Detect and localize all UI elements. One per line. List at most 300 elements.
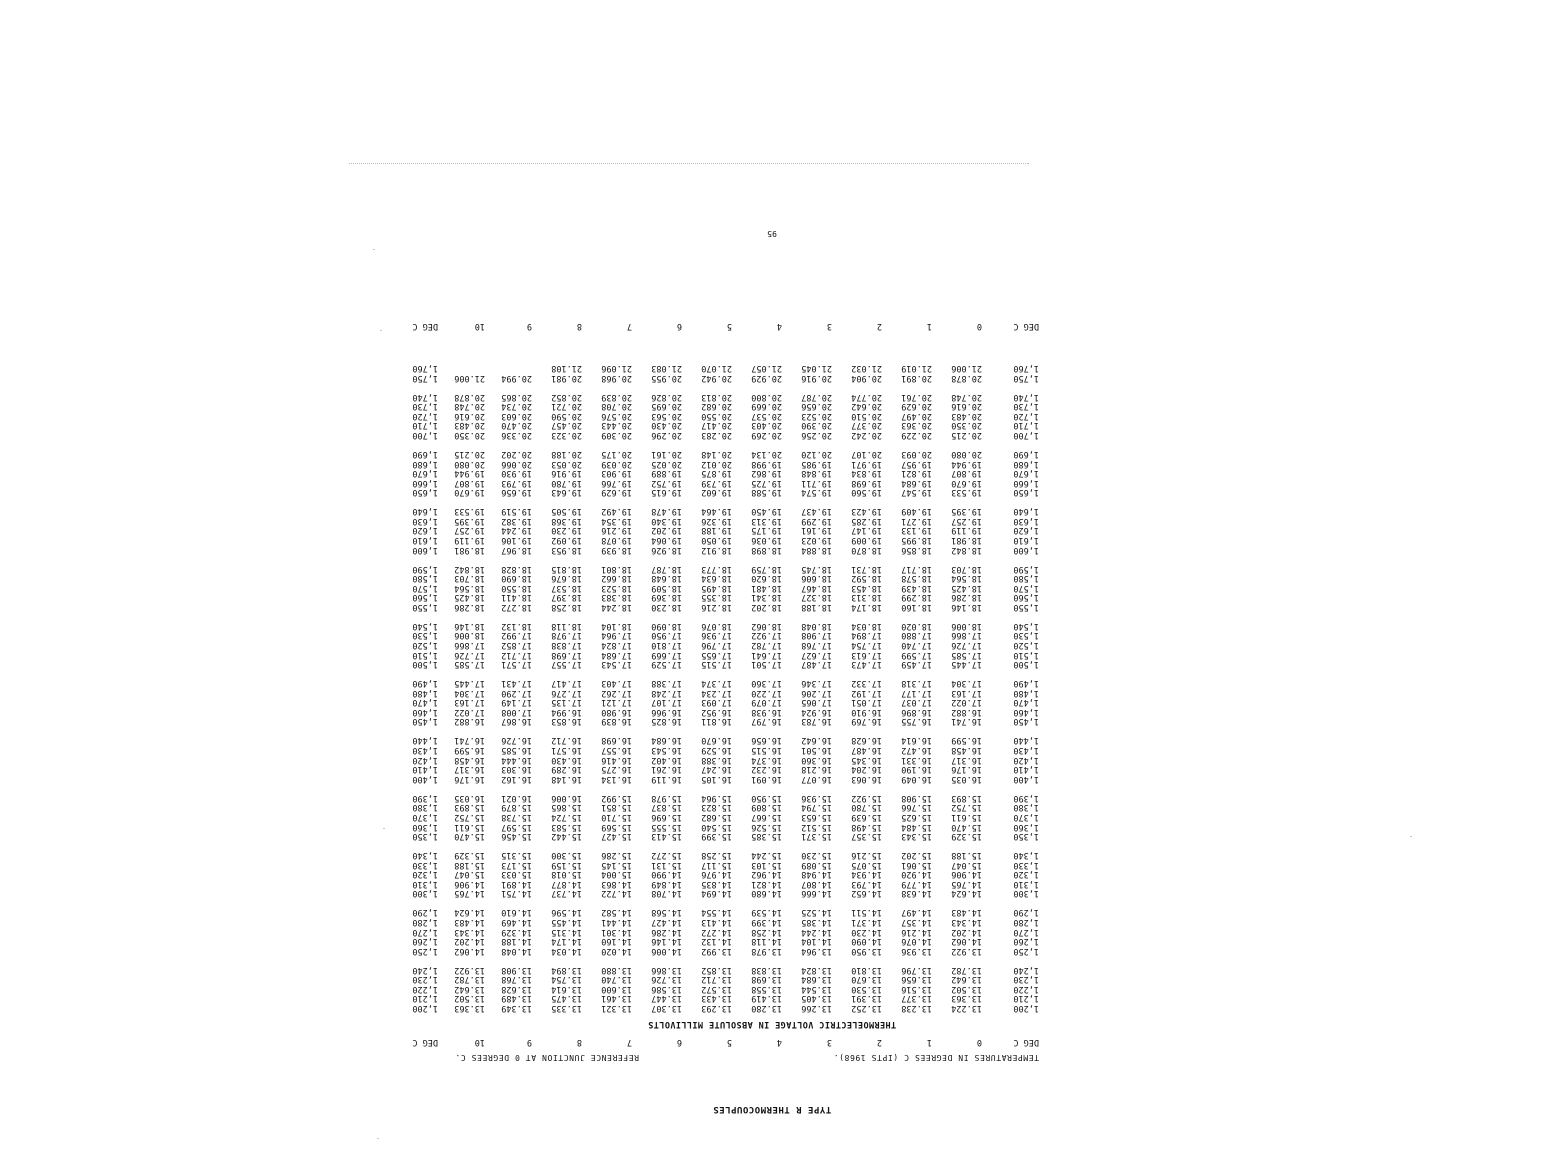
voltage-cell: 18.397 <box>551 592 582 603</box>
voltage-cell: 20.256 <box>801 430 832 440</box>
voltage-cell: 21.006 <box>951 363 982 374</box>
voltage-cell: 20.537 <box>751 410 782 421</box>
voltage-cell: 1,200 <box>412 1003 438 1013</box>
voltage-cell: 15.230 <box>801 850 832 861</box>
row-temperature-label: 13.782 <box>454 974 485 985</box>
voltage-cell: 16.430 <box>551 754 582 765</box>
voltage-cell: 16.444 <box>501 754 532 765</box>
voltage-cell: 20.669 <box>751 401 782 412</box>
voltage-cell: 17.613 <box>851 649 882 660</box>
voltage-cell: 20.403 <box>751 420 782 431</box>
voltage-cell: 20.603 <box>501 410 532 421</box>
row-group <box>0 561 1544 611</box>
voltage-cell: 17.964 <box>601 630 632 641</box>
row-temperature-label: 1,350 <box>1013 831 1039 842</box>
voltage-cell: 13.544 <box>801 983 832 994</box>
voltage-cell: 19.766 <box>601 477 632 488</box>
voltage-cell: 15.033 <box>501 869 532 880</box>
voltage-cell: 17.037 <box>901 697 932 708</box>
voltage-cell: 20.629 <box>901 401 932 412</box>
voltage-cell: 14.582 <box>601 907 632 918</box>
voltage-cell: 1,470 <box>412 697 438 708</box>
row-temperature-label: 1,690 <box>1013 448 1039 459</box>
voltage-cell: 17.740 <box>901 640 932 651</box>
voltage-cell: 16.585 <box>501 745 532 756</box>
voltage-cell: 15.865 <box>551 802 582 813</box>
voltage-cell: 16.797 <box>751 716 782 727</box>
voltage-cell: 17.838 <box>551 640 582 651</box>
voltage-cell: 18.118 <box>551 620 582 631</box>
voltage-cell: 17.627 <box>801 649 832 660</box>
voltage-cell: 20.202 <box>501 448 532 459</box>
row-temperature-label: 1,320 <box>1013 869 1039 880</box>
voltage-cell: 21.096 <box>601 363 632 374</box>
voltage-cell: 16.924 <box>801 706 832 717</box>
voltage-cell: 14.497 <box>901 907 932 918</box>
header-col-5: 5 <box>726 1037 732 1047</box>
voltage-cell: 1,700 <box>412 430 438 440</box>
row-temperature-label: 1,600 <box>1013 544 1039 555</box>
row-temperature-label: 1,430 <box>1013 745 1039 756</box>
voltage-cell: 15.752 <box>951 802 982 813</box>
voltage-cell: 19.354 <box>601 515 632 526</box>
voltage-cell: 18.020 <box>901 620 932 631</box>
voltage-cell: 20.417 <box>701 420 732 431</box>
voltage-cell: 14.469 <box>501 916 532 927</box>
row-temperature-label: 15.470 <box>454 831 485 842</box>
voltage-cell: 18.550 <box>501 582 532 593</box>
voltage-cell: 1,650 <box>412 487 438 498</box>
row-temperature-label: 1,760 <box>1013 363 1039 374</box>
voltage-cell: 19.147 <box>851 525 882 536</box>
voltage-cell: 20.721 <box>551 401 582 412</box>
header-deg-c: DEG C <box>412 1037 438 1047</box>
scan-edge-dots <box>349 162 1029 164</box>
scan-speck <box>383 828 385 829</box>
voltage-cell: 17.022 <box>951 697 982 708</box>
voltage-cell: 19.437 <box>801 506 832 517</box>
row-temperature-label: 20.616 <box>454 410 485 421</box>
voltage-cell: 1,660 <box>412 477 438 488</box>
voltage-cell: 13.922 <box>951 945 982 956</box>
voltage-cell: 16.416 <box>601 754 632 765</box>
voltage-cell: 20.470 <box>501 420 532 431</box>
voltage-cell: 20.229 <box>901 430 932 440</box>
voltage-cell: 14.413 <box>701 916 732 927</box>
voltage-cell: 19.050 <box>701 535 732 546</box>
row-temperature-label: 1,390 <box>1013 792 1039 803</box>
row-temperature-label: 1,460 <box>1013 706 1039 717</box>
voltage-cell: 15.611 <box>951 811 982 822</box>
voltage-cell: 19.711 <box>801 477 832 488</box>
row-temperature-label: 18.703 <box>454 573 485 584</box>
voltage-cell: 20.955 <box>651 372 682 383</box>
row-temperature-label: 13.502 <box>454 993 485 1004</box>
voltage-cell: 17.388 <box>651 678 682 689</box>
voltage-cell: 18.953 <box>551 544 582 555</box>
row-temperature-label: 18.842 <box>454 563 485 574</box>
row-temperature-label: 1,300 <box>1013 888 1039 899</box>
voltage-cell: 14.286 <box>651 926 682 937</box>
voltage-cell: 13.740 <box>601 974 632 985</box>
header-col-4: 4 <box>776 321 782 331</box>
voltage-cell: 19.188 <box>701 525 732 536</box>
voltage-cell: 16.331 <box>901 754 932 765</box>
voltage-cell: 13.572 <box>701 983 732 994</box>
voltage-cell: 19.423 <box>851 506 882 517</box>
voltage-cell: 20.053 <box>551 458 582 469</box>
voltage-cell: 17.065 <box>801 697 832 708</box>
voltage-cell: 18.703 <box>951 563 982 574</box>
row-temperature-label: 1,230 <box>1013 974 1039 985</box>
voltage-cell: 21.108 <box>551 363 582 374</box>
voltage-cell: 14.441 <box>601 916 632 927</box>
voltage-cell: 17.754 <box>851 640 882 651</box>
voltage-cell: 15.583 <box>551 821 582 832</box>
voltage-cell: 18.495 <box>701 582 732 593</box>
row-temperature-label: 16.741 <box>454 735 485 746</box>
voltage-cell: 20.942 <box>701 372 732 383</box>
voltage-cell: 20.576 <box>601 410 632 421</box>
voltage-cell: 13.489 <box>501 993 532 1004</box>
voltage-cell: 18.523 <box>601 582 632 593</box>
voltage-cell: 15.738 <box>501 811 532 822</box>
row-temperature-label: 15.329 <box>454 850 485 861</box>
voltage-cell: 16.642 <box>801 735 832 746</box>
voltage-cell: 13.321 <box>601 1003 632 1013</box>
voltage-cell: 16.458 <box>951 745 982 756</box>
header-col-9: 9 <box>526 321 532 331</box>
voltage-cell: 1,610 <box>412 535 438 546</box>
voltage-cell: 1,510 <box>412 649 438 660</box>
voltage-cell: 19.505 <box>551 506 582 517</box>
voltage-cell: 14.596 <box>551 907 582 918</box>
voltage-cell: 20.682 <box>701 401 732 412</box>
voltage-cell: 18.132 <box>501 620 532 631</box>
row-temperature-label: 1,450 <box>1013 716 1039 727</box>
voltage-cell: 17.290 <box>501 687 532 698</box>
voltage-cell: 14.511 <box>851 907 882 918</box>
voltage-cell: 15.794 <box>801 802 832 813</box>
voltage-cell: 1,590 <box>412 563 438 574</box>
voltage-cell: 13.810 <box>851 964 882 975</box>
row-temperature-label: 1,250 <box>1013 945 1039 956</box>
voltage-cell: 16.261 <box>651 764 682 775</box>
voltage-cell: 16.769 <box>851 716 882 727</box>
voltage-cell: 15.202 <box>901 850 932 861</box>
voltage-cell: 20.800 <box>751 391 782 402</box>
row-temperature-label: 1,280 <box>1013 916 1039 927</box>
voltage-cell: 20.929 <box>751 372 782 383</box>
voltage-cell: 17.121 <box>601 697 632 708</box>
voltage-cell: 1,550 <box>412 601 438 612</box>
header-col-4: 4 <box>776 1037 782 1047</box>
voltage-cell: 19.670 <box>951 477 982 488</box>
voltage-cell: 15.597 <box>501 821 532 832</box>
voltage-cell: 19.780 <box>551 477 582 488</box>
voltage-cell: 13.335 <box>551 1003 582 1013</box>
row-temperature-label: 1,700 <box>1013 430 1039 440</box>
voltage-cell: 14.160 <box>601 936 632 947</box>
voltage-cell: 18.856 <box>901 544 932 555</box>
voltage-cell: 15.385 <box>751 831 782 842</box>
header-col-2: 2 <box>876 321 882 331</box>
row-temperature-label: 13.922 <box>454 964 485 975</box>
voltage-cell: 21.019 <box>901 363 932 374</box>
voltage-cell: 13.726 <box>651 974 682 985</box>
header-deg-c: DEG C <box>1013 321 1039 331</box>
voltage-cell: 19.464 <box>701 506 732 517</box>
voltage-cell: 19.793 <box>501 477 532 488</box>
voltage-cell: 20.483 <box>951 410 982 421</box>
voltage-cell: 18.090 <box>651 620 682 631</box>
voltage-cell: 20.377 <box>851 420 882 431</box>
voltage-cell: 19.957 <box>901 458 932 469</box>
row-temperature-label: 1,340 <box>1013 850 1039 861</box>
voltage-cell: 17.403 <box>601 678 632 689</box>
voltage-cell: 13.796 <box>901 964 932 975</box>
row-temperature-label: 20.483 <box>454 420 485 431</box>
voltage-cell: 20.025 <box>651 458 682 469</box>
voltage-cell: 18.104 <box>601 620 632 631</box>
header-deg-c: DEG C <box>412 321 438 331</box>
voltage-cell: 17.008 <box>501 706 532 717</box>
voltage-cell: 1,430 <box>412 745 438 756</box>
row-temperature-label: 1,710 <box>1013 420 1039 431</box>
voltage-cell: 15.258 <box>701 850 732 861</box>
row-temperature-label: 20.215 <box>454 448 485 459</box>
voltage-cell: 17.950 <box>651 630 682 641</box>
voltage-cell: 20.865 <box>501 391 532 402</box>
voltage-cell: 20.839 <box>601 391 632 402</box>
voltage-cell: 14.343 <box>951 916 982 927</box>
voltage-cell: 15.696 <box>651 811 682 822</box>
voltage-cell: 20.080 <box>951 448 982 459</box>
voltage-cell: 1,710 <box>412 420 438 431</box>
row-temperature-label: 16.599 <box>454 745 485 756</box>
voltage-cell: 17.079 <box>751 697 782 708</box>
voltage-cell: 1,320 <box>412 869 438 880</box>
voltage-cell: 1,630 <box>412 515 438 526</box>
voltage-cell: 18.731 <box>851 563 882 574</box>
voltage-cell: 16.006 <box>551 792 582 803</box>
voltage-cell: 16.049 <box>901 773 932 784</box>
voltage-cell: 15.427 <box>601 831 632 842</box>
voltage-cell: 13.600 <box>601 983 632 994</box>
voltage-cell: 19.257 <box>951 515 982 526</box>
voltage-cell: 17.782 <box>751 640 782 651</box>
voltage-cell: 17.318 <box>901 678 932 689</box>
voltage-cell: 20.523 <box>801 410 832 421</box>
voltage-cell: 16.966 <box>651 706 682 717</box>
voltage-cell: 17.206 <box>801 687 832 698</box>
voltage-cell: 16.726 <box>501 735 532 746</box>
voltage-cell: 15.145 <box>601 859 632 870</box>
voltage-cell: 1,540 <box>412 620 438 631</box>
row-temperature-label: 20.878 <box>454 391 485 402</box>
voltage-cell: 20.761 <box>901 391 932 402</box>
voltage-cell: 14.483 <box>951 907 982 918</box>
voltage-cell: 20.563 <box>651 410 682 421</box>
voltage-cell: 18.062 <box>751 620 782 631</box>
voltage-cell: 14.399 <box>751 916 782 927</box>
voltage-cell: 17.992 <box>501 630 532 641</box>
voltage-cell: 13.224 <box>951 1003 982 1013</box>
voltage-cell: 13.936 <box>901 945 932 956</box>
row-temperature-label: 1,310 <box>1013 878 1039 889</box>
voltage-cell: 1,300 <box>412 888 438 899</box>
header-col-1: 1 <box>926 321 932 331</box>
voltage-cell: 17.852 <box>501 640 532 651</box>
voltage-cell: 18.453 <box>851 582 882 593</box>
voltage-cell: 14.765 <box>951 878 982 889</box>
voltage-cell: 17.599 <box>901 649 932 660</box>
voltage-cell: 16.289 <box>551 764 582 775</box>
row-temperature-label: 17.163 <box>454 697 485 708</box>
table-title: TYPE R THERMOCOUPLES <box>712 1104 832 1114</box>
units-label: THERMOELECTRIC VOLTAGE IN ABSOLUTE MILLIVOLTS <box>647 1019 897 1029</box>
voltage-cell: 19.656 <box>501 487 532 498</box>
row-temperature-label: 14.483 <box>454 916 485 927</box>
voltage-cell: 20.656 <box>801 401 832 412</box>
row-temperature-label: 1,680 <box>1013 458 1039 469</box>
voltage-cell: 15.950 <box>751 792 782 803</box>
row-temperature-label: 16.458 <box>454 754 485 765</box>
voltage-cell: 13.782 <box>951 964 982 975</box>
row-temperature-label: 19.533 <box>454 506 485 517</box>
voltage-cell: 13.754 <box>551 974 582 985</box>
voltage-cell: 18.801 <box>601 563 632 574</box>
voltage-cell: 15.004 <box>601 869 632 880</box>
row-temperature-label: 1,530 <box>1013 630 1039 641</box>
voltage-cell: 14.048 <box>501 945 532 956</box>
voltage-cell: 19.547 <box>901 487 932 498</box>
voltage-cell: 20.066 <box>501 458 532 469</box>
voltage-cell: 1,400 <box>412 773 438 784</box>
voltage-cell: 18.648 <box>651 573 682 584</box>
voltage-cell: 19.368 <box>551 515 582 526</box>
row-temperature-label: 1,330 <box>1013 859 1039 870</box>
voltage-cell: 18.341 <box>751 592 782 603</box>
voltage-cell: 20.363 <box>901 420 932 431</box>
voltage-cell: 20.134 <box>751 448 782 459</box>
voltage-cell: 15.540 <box>701 821 732 832</box>
voltage-cell: 20.161 <box>651 448 682 459</box>
voltage-cell: 18.467 <box>801 582 832 593</box>
voltage-cell: 18.439 <box>901 582 932 593</box>
voltage-cell: 15.300 <box>551 850 582 861</box>
row-temperature-label: 18.006 <box>454 630 485 641</box>
voltage-cell: 17.417 <box>551 678 582 689</box>
voltage-cell: 18.006 <box>951 620 982 631</box>
voltage-cell: 17.585 <box>951 649 982 660</box>
voltage-cell: 15.216 <box>851 850 882 861</box>
voltage-cell: 16.599 <box>951 735 982 746</box>
voltage-cell: 18.634 <box>701 573 732 584</box>
voltage-cell: 1,520 <box>412 640 438 651</box>
voltage-cell: 16.021 <box>501 792 532 803</box>
voltage-cell: 16.119 <box>651 773 682 784</box>
voltage-cell: 15.639 <box>851 811 882 822</box>
voltage-cell: 14.793 <box>851 878 882 889</box>
row-temperature-label: 1,210 <box>1013 993 1039 1004</box>
voltage-cell: 15.653 <box>801 811 832 822</box>
row-temperature-label: 19.395 <box>454 515 485 526</box>
voltage-cell: 17.726 <box>951 640 982 651</box>
row-temperature-label: 21.006 <box>454 372 485 383</box>
voltage-cell: 16.303 <box>501 764 532 775</box>
voltage-cell: 18.606 <box>801 573 832 584</box>
row-temperature-label: 1,290 <box>1013 907 1039 918</box>
voltage-cell: 13.405 <box>801 993 832 1004</box>
row-temperature-label: 13.642 <box>454 983 485 994</box>
scan-speck <box>380 330 382 331</box>
voltage-cell: 15.188 <box>951 850 982 861</box>
voltage-cell: 1,570 <box>412 582 438 593</box>
voltage-cell: 13.992 <box>701 945 732 956</box>
row-temperature-label: 1,380 <box>1013 802 1039 813</box>
voltage-cell: 19.175 <box>751 525 782 536</box>
voltage-cell: 14.610 <box>501 907 532 918</box>
voltage-cell: 19.478 <box>651 506 682 517</box>
voltage-cell: 13.880 <box>601 964 632 975</box>
voltage-cell: 19.684 <box>901 477 932 488</box>
voltage-cell: 17.712 <box>501 649 532 660</box>
voltage-cell: 16.698 <box>601 735 632 746</box>
voltage-cell: 16.190 <box>901 764 932 775</box>
voltage-cell: 17.332 <box>851 678 882 689</box>
voltage-cell: 1,580 <box>412 573 438 584</box>
voltage-cell: 19.133 <box>901 525 932 536</box>
voltage-cell: 1,210 <box>412 993 438 1004</box>
voltage-cell: 13.824 <box>801 964 832 975</box>
voltage-cell: 14.244 <box>801 926 832 937</box>
voltage-cell: 14.694 <box>701 888 732 899</box>
voltage-cell: 13.447 <box>651 993 682 1004</box>
voltage-cell: 14.216 <box>901 926 932 937</box>
voltage-cell: 17.177 <box>901 687 932 698</box>
voltage-cell: 15.018 <box>551 869 582 880</box>
voltage-cell: 18.662 <box>601 573 632 584</box>
voltage-cell: 19.064 <box>651 535 682 546</box>
voltage-cell: 14.174 <box>551 936 582 947</box>
voltage-cell: 13.530 <box>851 983 882 994</box>
voltage-cell: 15.075 <box>851 859 882 870</box>
voltage-cell: 13.684 <box>801 974 832 985</box>
voltage-cell: 20.039 <box>601 458 632 469</box>
voltage-cell: 13.768 <box>501 974 532 985</box>
voltage-cell: 17.684 <box>601 649 632 660</box>
row-group <box>0 733 1544 783</box>
voltage-cell: 17.669 <box>651 649 682 660</box>
voltage-cell: 19.092 <box>551 535 582 546</box>
voltage-cell: 15.893 <box>951 792 982 803</box>
voltage-cell: 19.492 <box>601 506 632 517</box>
voltage-cell: 13.280 <box>751 1003 782 1013</box>
row-temperature-label: 1,370 <box>1013 811 1039 822</box>
voltage-cell: 17.262 <box>601 687 632 698</box>
column-header-row-top <box>0 1034 1544 1046</box>
voltage-cell: 14.638 <box>901 888 932 899</box>
voltage-cell: 1,250 <box>412 945 438 956</box>
voltage-cell: 17.796 <box>701 640 732 651</box>
voltage-cell: 14.906 <box>951 869 982 880</box>
voltage-cell: 15.371 <box>801 831 832 842</box>
voltage-cell: 13.461 <box>601 993 632 1004</box>
voltage-cell: 18.313 <box>851 592 882 603</box>
voltage-cell: 13.866 <box>651 964 682 975</box>
voltage-cell: 14.385 <box>801 916 832 927</box>
